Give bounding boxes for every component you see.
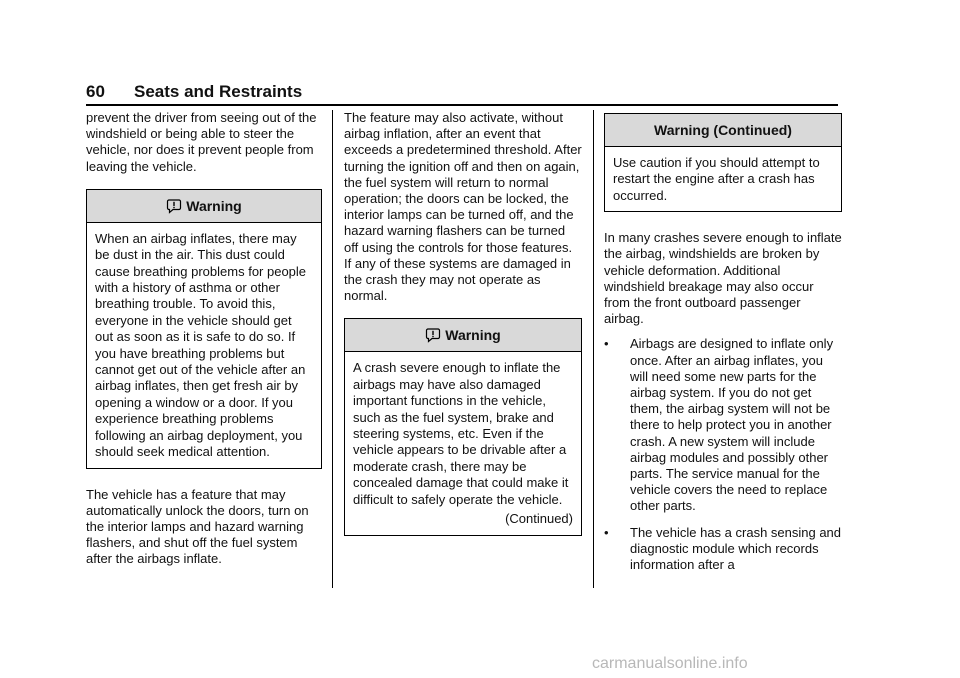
warning-body: When an airbag inflates, there may be dust in the air. This dust could cause breathing problems for people with a history of asthma or other breathing trouble. To avoid this, everyone in the vehicle should get out as soon as it is safe to do so. If you have breathing problems but cannot get out of the vehicle after an airbag inflates, then get fresh air by opening a window or a door. If you experience breathing problems following an airbag deployment, you should seek medical attention. <box>95 230 307 460</box>
column-1 <box>86 110 322 568</box>
bullet-marker: • <box>604 524 609 540</box>
page-number: 60 <box>86 82 105 101</box>
section-title: Seats and Restraints <box>134 82 303 101</box>
warning-icon <box>166 198 182 214</box>
warning-icon <box>425 327 441 343</box>
warning-body <box>345 352 581 534</box>
column-2 <box>344 110 582 536</box>
col2-paragraph-1: The feature may also activate, without airbag inflation, after an event that exceeds a predetermined threshold. After turning the ignition off and then on again, the fuel system will return to normal operation; the doors can be locked, the interior lamps can be turned off, and the hazard warning flashers can be turned off using the controls for those features. If any of these systems are damaged in the crash they may not operate as normal. <box>344 110 582 304</box>
bullet-list <box>604 336 842 573</box>
warning-header <box>605 114 841 147</box>
column-3 <box>604 110 842 583</box>
watermark: carmanualsonline.info <box>592 655 748 672</box>
warning-header <box>87 190 321 223</box>
warning-box-dust <box>86 189 322 469</box>
column-divider-2 <box>593 110 594 588</box>
col1-paragraph-1: prevent the driver from seeing out of the windshield or being able to steer the vehicle, nor does it prevent people from leaving the vehicle. <box>86 110 317 174</box>
col1-paragraph-2: The vehicle has a feature that may automatically unlock the doors, turn on the interior lamps and hazard warning flashers, and shut off the fuel system after the airbags inflate. <box>86 486 309 567</box>
warning-title: Warning <box>186 197 242 214</box>
header-rule <box>86 104 838 106</box>
list-item-text: Airbags are designed to inflate only once. After an airbag inflates, you will need some new parts for the airbag system. If you do not get them, the airbag system will not be there to help protect you in another crash. A new system will include airbag modules and possibly other parts. The service manual for the vehicle covers the need to replace other parts. <box>630 336 834 514</box>
warning-title: Warning <box>445 327 501 344</box>
list-item <box>604 525 842 574</box>
warning-body: Use caution if you should attempt to restart the engine after a crash has occurred. <box>613 155 820 203</box>
list-item-text: The vehicle has a crash sensing and diagnostic module which records information after a <box>630 524 842 573</box>
warning-box-continued <box>604 113 842 212</box>
col3-paragraph-1: In many crashes severe enough to inflate the airbag, windshields are broken by vehicle deformation. Additional windshield breakage may also occur from the front outboard passenger airbag. <box>604 230 842 327</box>
bullet-marker: • <box>604 336 609 352</box>
warning-title: Warning (Continued) <box>654 121 792 138</box>
warning-body-text: A crash severe enough to inflate the airbags may have also damaged important functions in the vehicle, such as the fuel system, brake and steering systems, etc. Even if the vehicle appears to be drivable after a moderate crash, there may be concealed damage that could make it difficult to safely operate the vehicle. <box>353 360 569 507</box>
page-header <box>86 82 838 104</box>
continued-label: (Continued) <box>505 511 573 527</box>
warning-box-crash <box>344 318 582 535</box>
warning-header <box>345 319 581 352</box>
column-divider-1 <box>332 110 333 588</box>
list-item <box>604 336 842 514</box>
